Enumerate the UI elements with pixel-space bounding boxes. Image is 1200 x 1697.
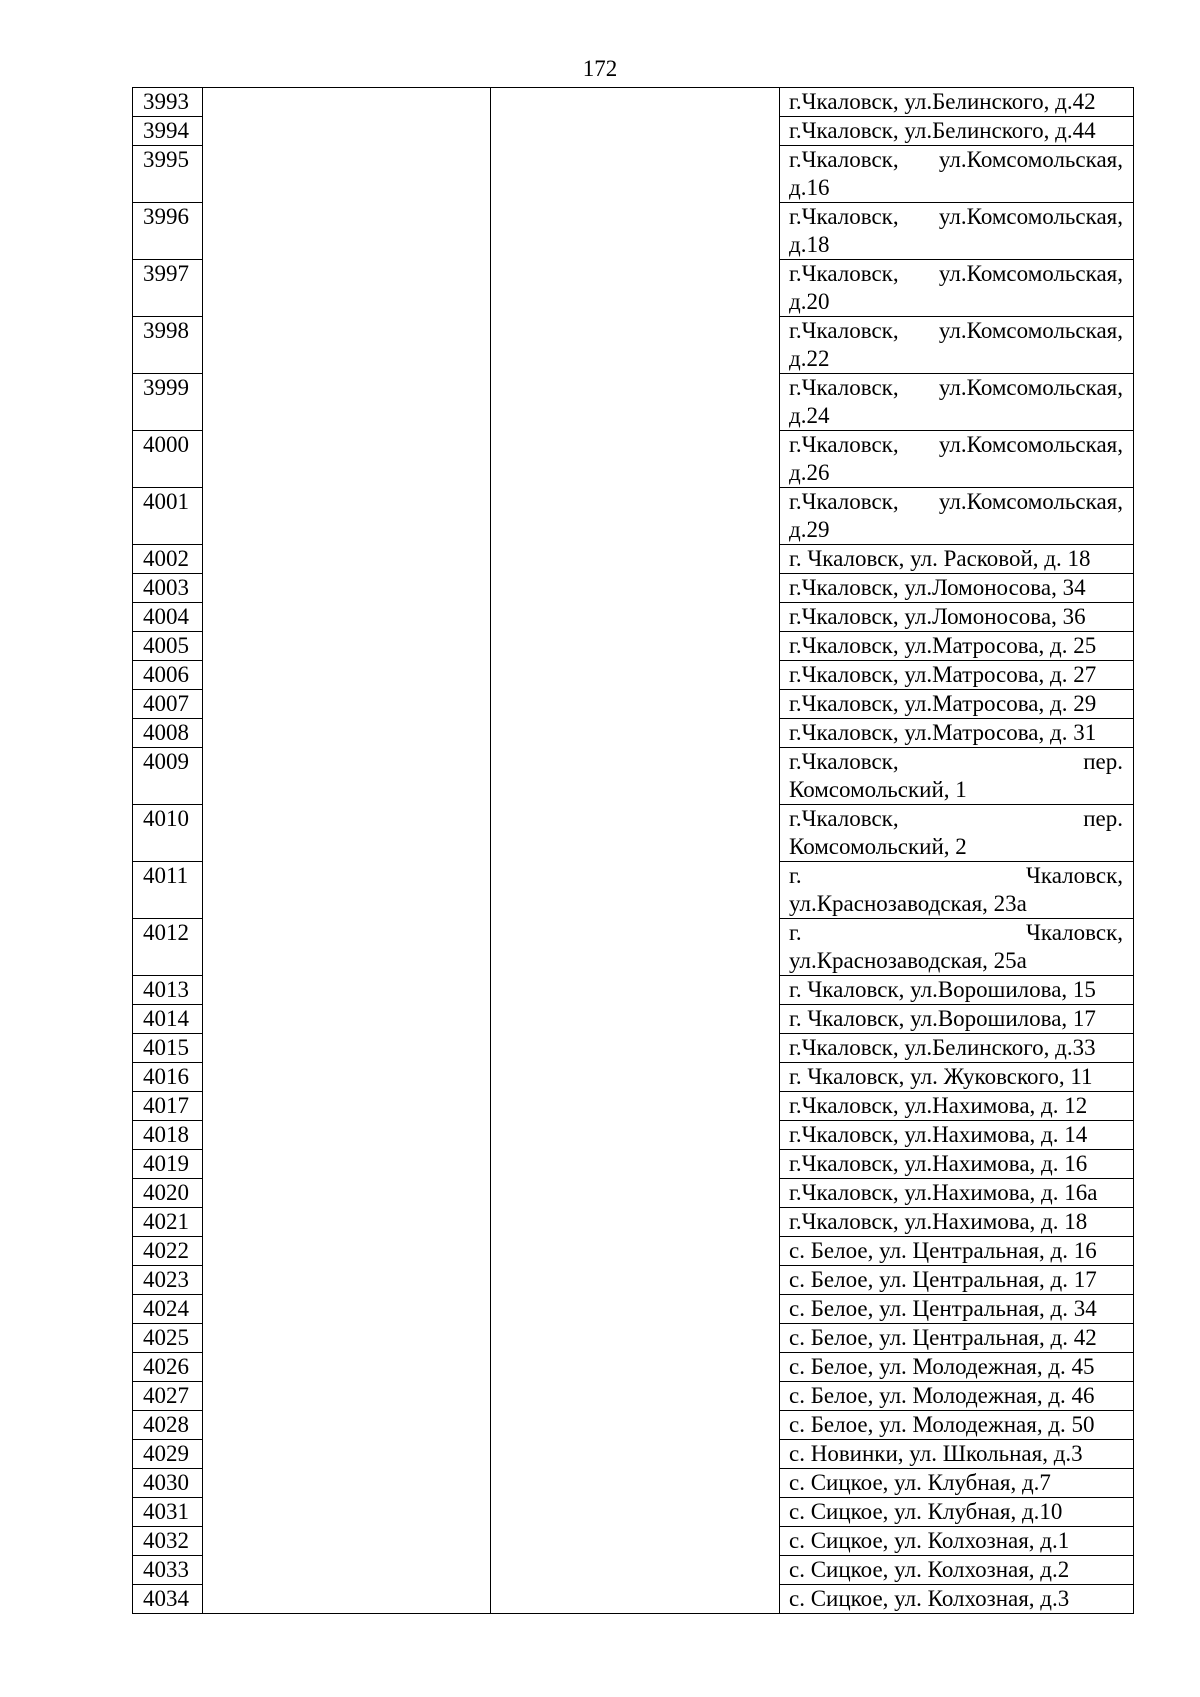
address-cell: с. Сицкое, ул. Колхозная, д.1	[780, 1527, 1134, 1556]
empty-cell	[203, 1411, 491, 1440]
empty-cell	[491, 117, 780, 146]
table-row	[133, 374, 1134, 431]
address-cell: с. Сицкое, ул. Клубная, д.7	[780, 1469, 1134, 1498]
address-line-2: ул.Краснозаводская, 25а	[789, 948, 1027, 973]
empty-cell	[491, 1063, 780, 1092]
row-number: 4010	[133, 805, 203, 862]
row-number: 3997	[133, 260, 203, 317]
empty-cell	[491, 1324, 780, 1353]
empty-cell	[491, 805, 780, 862]
empty-cell	[203, 260, 491, 317]
table-row	[133, 1208, 1134, 1237]
address-cell: г.Чкаловск, ул.Матросова, д. 27	[780, 661, 1134, 690]
table-row	[133, 1556, 1134, 1585]
table-row	[133, 1092, 1134, 1121]
empty-cell	[203, 976, 491, 1005]
row-number: 4023	[133, 1266, 203, 1295]
address-registry-body	[133, 88, 1134, 1614]
row-number: 4016	[133, 1063, 203, 1092]
address-cell: г.Чкаловск, ул.Комсомольская, д.29	[780, 488, 1134, 545]
empty-cell	[491, 976, 780, 1005]
row-number: 4012	[133, 919, 203, 976]
table-row	[133, 661, 1134, 690]
address-cell: г.Чкаловск, ул.Белинского, д.33	[780, 1034, 1134, 1063]
empty-cell	[203, 1382, 491, 1411]
row-number: 4004	[133, 603, 203, 632]
row-number: 4034	[133, 1585, 203, 1614]
address-cell	[780, 805, 1134, 862]
empty-cell	[491, 632, 780, 661]
page-number: 172	[582, 56, 618, 81]
table-row	[133, 203, 1134, 260]
address-cell: с. Сицкое, ул. Клубная, д.10	[780, 1498, 1134, 1527]
address-cell: с. Белое, ул. Центральная, д. 42	[780, 1324, 1134, 1353]
table-row	[133, 1266, 1134, 1295]
address-line-2: Комсомольский, 2	[789, 834, 967, 859]
address-cell: г. Чкаловск, ул. Жуковского, 11	[780, 1063, 1134, 1092]
empty-cell	[491, 1266, 780, 1295]
empty-cell	[491, 1121, 780, 1150]
table-row	[133, 488, 1134, 545]
empty-cell	[491, 603, 780, 632]
address-line-1	[789, 805, 1123, 833]
row-number: 3999	[133, 374, 203, 431]
empty-cell	[491, 431, 780, 488]
row-number: 4000	[133, 431, 203, 488]
row-number: 3996	[133, 203, 203, 260]
row-number: 4015	[133, 1034, 203, 1063]
address-cell: г.Чкаловск, ул.Ломоносова, 36	[780, 603, 1134, 632]
empty-cell	[203, 1556, 491, 1585]
row-number: 4032	[133, 1527, 203, 1556]
address-part: пер.	[1083, 806, 1123, 831]
address-cell	[780, 748, 1134, 805]
row-number: 4017	[133, 1092, 203, 1121]
table-row	[133, 805, 1134, 862]
address-cell: г.Чкаловск, ул.Комсомольская, д.16	[780, 146, 1134, 203]
empty-cell	[491, 1382, 780, 1411]
table-row	[133, 1295, 1134, 1324]
empty-cell	[203, 1295, 491, 1324]
empty-cell	[203, 1266, 491, 1295]
address-part: г.	[789, 920, 802, 945]
table-row	[133, 1382, 1134, 1411]
address-cell: г.Чкаловск, ул.Нахимова, д. 18	[780, 1208, 1134, 1237]
table-row	[133, 1034, 1134, 1063]
empty-cell	[203, 1324, 491, 1353]
row-number: 4001	[133, 488, 203, 545]
table-row	[133, 748, 1134, 805]
table-row	[133, 146, 1134, 203]
address-cell: г. Чкаловск, ул.Ворошилова, 17	[780, 1005, 1134, 1034]
table-row	[133, 1353, 1134, 1382]
row-number: 4009	[133, 748, 203, 805]
empty-cell	[491, 1353, 780, 1382]
table-row	[133, 1237, 1134, 1266]
table-row	[133, 976, 1134, 1005]
empty-cell	[491, 574, 780, 603]
address-cell: с. Новинки, ул. Школьная, д.3	[780, 1440, 1134, 1469]
table-row	[133, 690, 1134, 719]
table-row	[133, 1469, 1134, 1498]
empty-cell	[491, 661, 780, 690]
empty-cell	[203, 545, 491, 574]
address-cell	[780, 919, 1134, 976]
table-row	[133, 719, 1134, 748]
table-row	[133, 574, 1134, 603]
row-number: 4018	[133, 1121, 203, 1150]
empty-cell	[491, 1440, 780, 1469]
row-number: 4022	[133, 1237, 203, 1266]
empty-cell	[203, 1179, 491, 1208]
address-cell: г.Чкаловск, ул.Матросова, д. 31	[780, 719, 1134, 748]
row-number: 4025	[133, 1324, 203, 1353]
row-number: 4028	[133, 1411, 203, 1440]
address-line-1	[789, 748, 1123, 776]
address-cell: г. Чкаловск, ул.Ворошилова, 15	[780, 976, 1134, 1005]
table-row	[133, 1585, 1134, 1614]
empty-cell	[203, 690, 491, 719]
row-number: 4026	[133, 1353, 203, 1382]
address-line-1	[789, 862, 1123, 890]
empty-cell	[203, 632, 491, 661]
empty-cell	[203, 1440, 491, 1469]
row-number: 3998	[133, 317, 203, 374]
empty-cell	[491, 862, 780, 919]
empty-cell	[491, 690, 780, 719]
empty-cell	[491, 1150, 780, 1179]
table-row	[133, 603, 1134, 632]
empty-cell	[491, 146, 780, 203]
row-number: 4031	[133, 1498, 203, 1527]
address-cell: г.Чкаловск, ул.Матросова, д. 25	[780, 632, 1134, 661]
row-number: 4011	[133, 862, 203, 919]
empty-cell	[491, 488, 780, 545]
empty-cell	[491, 748, 780, 805]
empty-cell	[203, 1237, 491, 1266]
table-row	[133, 1150, 1134, 1179]
empty-cell	[203, 374, 491, 431]
empty-cell	[491, 1295, 780, 1324]
row-number: 4019	[133, 1150, 203, 1179]
row-number: 4021	[133, 1208, 203, 1237]
address-part: Чкаловск,	[1025, 920, 1123, 945]
empty-cell	[203, 1092, 491, 1121]
row-number: 4008	[133, 719, 203, 748]
row-number: 4006	[133, 661, 203, 690]
address-cell: г.Чкаловск, ул.Нахимова, д. 14	[780, 1121, 1134, 1150]
table-row	[133, 1063, 1134, 1092]
address-cell: с. Сицкое, ул. Колхозная, д.2	[780, 1556, 1134, 1585]
empty-cell	[203, 1469, 491, 1498]
empty-cell	[491, 545, 780, 574]
address-part: г.Чкаловск,	[789, 749, 899, 774]
address-cell: г.Чкаловск, ул.Белинского, д.44	[780, 117, 1134, 146]
address-cell: с. Белое, ул. Молодежная, д. 46	[780, 1382, 1134, 1411]
table-row	[133, 1411, 1134, 1440]
address-cell: с. Белое, ул. Молодежная, д. 50	[780, 1411, 1134, 1440]
empty-cell	[203, 603, 491, 632]
empty-cell	[203, 1208, 491, 1237]
table-row	[133, 919, 1134, 976]
table-row	[133, 260, 1134, 317]
empty-cell	[203, 1353, 491, 1382]
row-number: 4030	[133, 1469, 203, 1498]
address-cell	[780, 862, 1134, 919]
address-cell: г. Чкаловск, ул. Расковой, д. 18	[780, 545, 1134, 574]
empty-cell	[203, 805, 491, 862]
table-row	[133, 431, 1134, 488]
row-number: 4029	[133, 1440, 203, 1469]
empty-cell	[491, 1498, 780, 1527]
row-number: 4027	[133, 1382, 203, 1411]
row-number: 4020	[133, 1179, 203, 1208]
address-cell: г.Чкаловск, ул.Ломоносова, 34	[780, 574, 1134, 603]
empty-cell	[491, 1556, 780, 1585]
table-row	[133, 317, 1134, 374]
empty-cell	[491, 1034, 780, 1063]
address-line-1	[789, 919, 1123, 947]
empty-cell	[203, 203, 491, 260]
empty-cell	[203, 748, 491, 805]
empty-cell	[491, 1005, 780, 1034]
empty-cell	[491, 1208, 780, 1237]
row-number: 3993	[133, 88, 203, 117]
table-row	[133, 1179, 1134, 1208]
empty-cell	[491, 1585, 780, 1614]
address-part: г.	[789, 863, 802, 888]
table-row	[133, 1005, 1134, 1034]
empty-cell	[203, 1150, 491, 1179]
address-cell: с. Белое, ул. Центральная, д. 16	[780, 1237, 1134, 1266]
table-row	[133, 117, 1134, 146]
empty-cell	[203, 1585, 491, 1614]
row-number: 4003	[133, 574, 203, 603]
address-cell: г.Чкаловск, ул.Комсомольская, д.20	[780, 260, 1134, 317]
empty-cell	[491, 1527, 780, 1556]
empty-cell	[203, 574, 491, 603]
address-cell: г.Чкаловск, ул.Нахимова, д. 16	[780, 1150, 1134, 1179]
empty-cell	[491, 719, 780, 748]
empty-cell	[203, 919, 491, 976]
empty-cell	[491, 1469, 780, 1498]
row-number: 4014	[133, 1005, 203, 1034]
empty-cell	[203, 1498, 491, 1527]
table-row	[133, 1324, 1134, 1353]
address-cell: г.Чкаловск, ул.Комсомольская, д.24	[780, 374, 1134, 431]
empty-cell	[491, 919, 780, 976]
empty-cell	[203, 661, 491, 690]
empty-cell	[203, 1034, 491, 1063]
address-cell: с. Белое, ул. Центральная, д. 34	[780, 1295, 1134, 1324]
empty-cell	[203, 146, 491, 203]
address-cell: г.Чкаловск, ул.Нахимова, д. 16а	[780, 1179, 1134, 1208]
address-cell: с. Сицкое, ул. Колхозная, д.3	[780, 1585, 1134, 1614]
empty-cell	[203, 1527, 491, 1556]
row-number: 3995	[133, 146, 203, 203]
empty-cell	[203, 117, 491, 146]
row-number: 4002	[133, 545, 203, 574]
empty-cell	[491, 260, 780, 317]
empty-cell	[203, 88, 491, 117]
empty-cell	[491, 203, 780, 260]
address-part: г.Чкаловск,	[789, 806, 899, 831]
empty-cell	[203, 1005, 491, 1034]
address-cell: г.Чкаловск, ул.Белинского, д.42	[780, 88, 1134, 117]
empty-cell	[491, 88, 780, 117]
address-part: Чкаловск,	[1025, 863, 1123, 888]
empty-cell	[491, 374, 780, 431]
row-number: 4033	[133, 1556, 203, 1585]
address-cell: г.Чкаловск, ул.Нахимова, д. 12	[780, 1092, 1134, 1121]
address-cell: с. Белое, ул. Центральная, д. 17	[780, 1266, 1134, 1295]
empty-cell	[203, 719, 491, 748]
empty-cell	[203, 431, 491, 488]
row-number: 3994	[133, 117, 203, 146]
table-row	[133, 862, 1134, 919]
table-row	[133, 1527, 1134, 1556]
address-cell: с. Белое, ул. Молодежная, д. 45	[780, 1353, 1134, 1382]
address-cell: г.Чкаловск, ул.Комсомольская, д.26	[780, 431, 1134, 488]
table-row	[133, 1121, 1134, 1150]
empty-cell	[203, 862, 491, 919]
empty-cell	[203, 1063, 491, 1092]
address-line-2: Комсомольский, 1	[789, 777, 967, 802]
row-number: 4013	[133, 976, 203, 1005]
row-number: 4007	[133, 690, 203, 719]
address-line-2: ул.Краснозаводская, 23а	[789, 891, 1027, 916]
table-row	[133, 88, 1134, 117]
empty-cell	[491, 1092, 780, 1121]
address-cell: г.Чкаловск, ул.Матросова, д. 29	[780, 690, 1134, 719]
address-registry-table	[132, 87, 1134, 1614]
address-part: пер.	[1083, 749, 1123, 774]
empty-cell	[491, 1179, 780, 1208]
empty-cell	[203, 1121, 491, 1150]
address-cell: г.Чкаловск, ул.Комсомольская, д.18	[780, 203, 1134, 260]
empty-cell	[491, 1411, 780, 1440]
empty-cell	[491, 317, 780, 374]
empty-cell	[491, 1237, 780, 1266]
table-row	[133, 1440, 1134, 1469]
table-row	[133, 632, 1134, 661]
table-row	[133, 1498, 1134, 1527]
address-cell: г.Чкаловск, ул.Комсомольская, д.22	[780, 317, 1134, 374]
row-number: 4024	[133, 1295, 203, 1324]
row-number: 4005	[133, 632, 203, 661]
empty-cell	[203, 488, 491, 545]
empty-cell	[203, 317, 491, 374]
table-row	[133, 545, 1134, 574]
